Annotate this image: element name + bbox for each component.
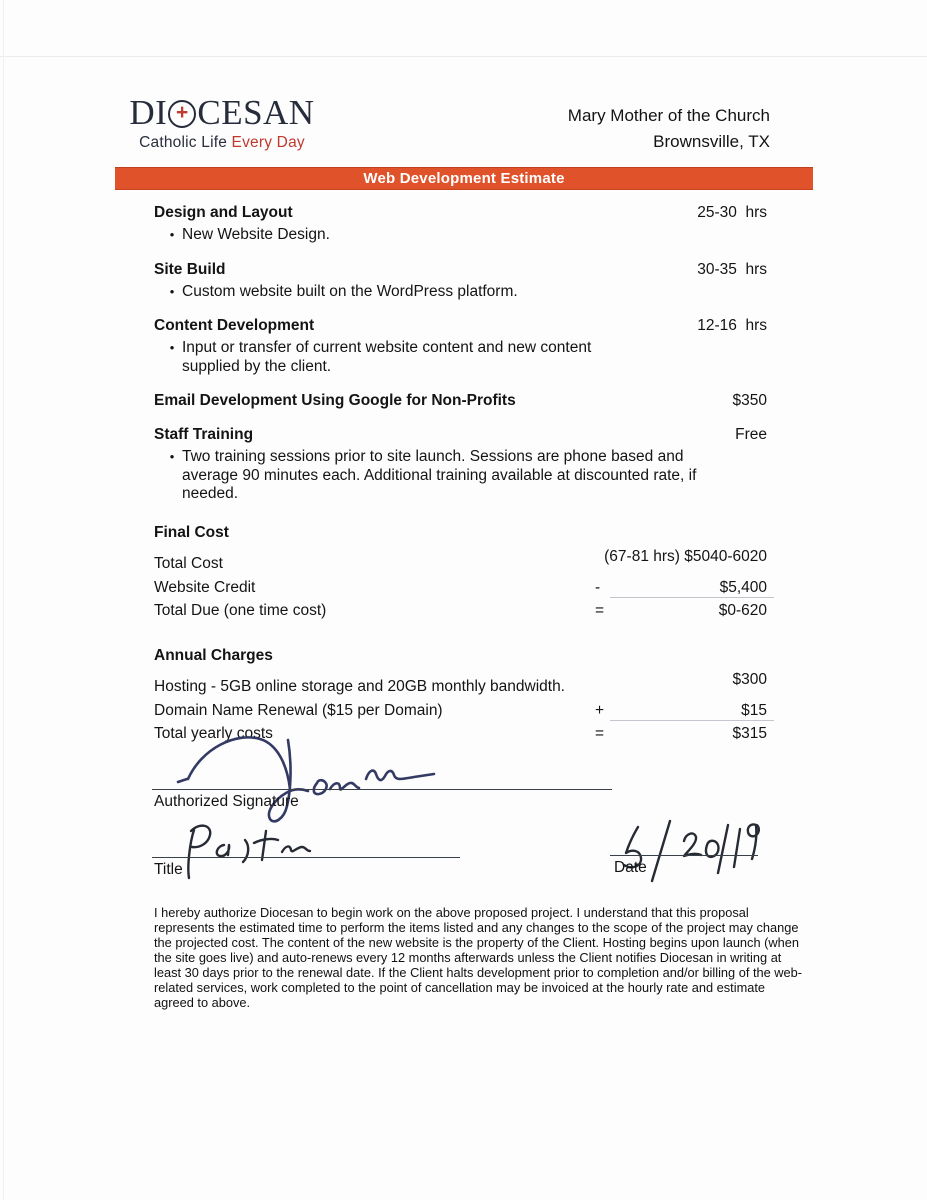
section-staff-training xyxy=(154,425,767,504)
final-cost-heading: Final Cost xyxy=(154,523,229,541)
list-item: • New Website Design. xyxy=(154,226,767,245)
sum-rule xyxy=(595,722,767,746)
section-heading: Email Development Using Google for Non-Profits xyxy=(154,392,516,409)
date-label: Date xyxy=(614,859,647,876)
table-row: Total yearly costs = $315 xyxy=(154,722,767,746)
client-info xyxy=(568,103,770,154)
section-price: Free xyxy=(735,426,767,443)
section-heading: Design and Layout xyxy=(154,204,293,221)
operator: = xyxy=(595,725,605,742)
operator xyxy=(595,545,604,569)
handwritten-title xyxy=(150,818,380,893)
estimate-body xyxy=(154,196,767,746)
annual-charges-block xyxy=(154,644,767,746)
section-hours: 12-16 hrs xyxy=(697,317,767,334)
section-hours: 25-30 hrs xyxy=(697,204,767,221)
logo-wordmark xyxy=(128,95,316,130)
operator: = xyxy=(595,602,605,619)
title-label: Title xyxy=(154,861,183,878)
amount: $15 xyxy=(741,701,767,719)
bullet-icon: • xyxy=(169,340,175,355)
section-heading: Content Development xyxy=(154,317,315,334)
bullet-icon: • xyxy=(169,283,175,299)
annual-charges-heading: Annual Charges xyxy=(154,646,273,664)
scan-artifact-line xyxy=(3,0,4,1200)
section-price: $350 xyxy=(732,392,767,409)
logo-word-end: CESAN xyxy=(197,93,315,132)
document-title: Web Development Estimate xyxy=(363,170,565,187)
amount: $300 xyxy=(732,670,767,688)
section-heading: Staff Training xyxy=(154,426,254,443)
amount: (67-81 hrs) $5040-6020 xyxy=(604,547,767,565)
logo-tagline: Catholic Life Every Day xyxy=(139,134,305,151)
table-row: Website Credit - $5,400 xyxy=(154,576,767,600)
date-line xyxy=(610,855,758,856)
table-row: Total Due (one time cost) = $0-620 xyxy=(154,599,767,623)
cross-in-circle-icon: + xyxy=(168,100,196,128)
logo-word-start: DI xyxy=(129,93,168,132)
amount: $0-620 xyxy=(718,602,767,619)
bullet-icon: • xyxy=(169,449,175,464)
diocesan-logo xyxy=(128,95,316,152)
signature-line xyxy=(152,789,612,790)
operator: - xyxy=(595,578,601,596)
handwritten-signature xyxy=(150,732,630,832)
section-site-build xyxy=(154,260,767,302)
client-name: Mary Mother of the Church xyxy=(567,106,770,125)
list-item: • Input or transfer of current website content and new content supplied by the client. xyxy=(154,339,767,376)
bullet-icon: • xyxy=(169,227,175,242)
table-row: Total Cost (67-81 hrs) $5040-6020 xyxy=(154,545,767,576)
authorization-terms: I hereby authorize Diocesan to begin work on the above proposed project. I understand that this proposal represents the estimated time to perform the items listed and any changes to the scope of the project may change the projected cost. The content of the new website is the property of the Client. Hosting begins upon launch (when the site goes live) and auto-renews every 12 months afterwards unless the Client notifies Diocesan in writing at least 30 days prior to the renewal date. If the Client halts development prior to completion and/or billing of the web-related services, work completed to the point of cancellation may be invoiced at the hourly rate and estimate agreed to above. xyxy=(154,905,803,1010)
table-row: Domain Name Renewal ($15 per Domain) + $15 xyxy=(154,699,767,723)
sum-rule xyxy=(595,599,767,623)
list-item: • Custom website built on the WordPress platform. xyxy=(154,283,767,302)
section-design-layout xyxy=(154,203,767,245)
operator: + xyxy=(595,701,605,719)
amount: $315 xyxy=(732,725,767,742)
title-banner xyxy=(115,167,813,190)
scan-artifact-line xyxy=(0,56,927,57)
section-email-development xyxy=(154,391,767,410)
section-heading: Site Build xyxy=(154,260,226,278)
amount: $5,400 xyxy=(719,578,767,596)
authorized-signature-label: Authorized Signature xyxy=(154,793,299,810)
final-cost-block xyxy=(154,521,767,623)
list-item: • Two training sessions prior to site launch. Sessions are phone based and average 90 minutes each. Additional training available at discounted rate, if needed. xyxy=(154,448,767,504)
client-location: Brownsville, TX xyxy=(653,131,770,151)
title-line xyxy=(152,857,460,858)
section-content-development xyxy=(154,316,767,376)
section-hours: 30-35 hrs xyxy=(697,260,767,278)
operator xyxy=(595,668,623,692)
table-row: Hosting - 5GB online storage and 20GB monthly bandwidth. $300 xyxy=(154,668,767,699)
